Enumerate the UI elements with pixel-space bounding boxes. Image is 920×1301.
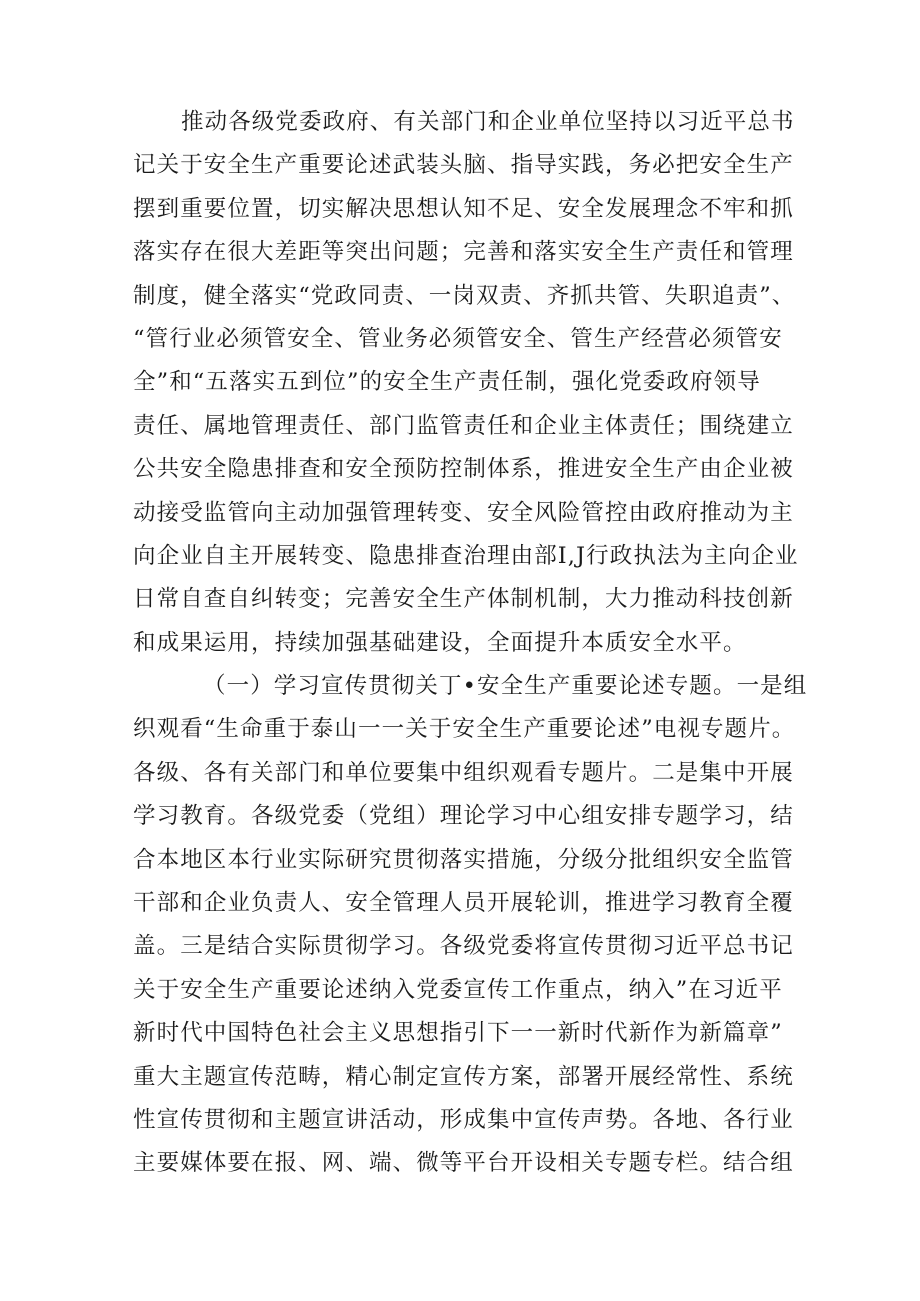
text-line: 学习教育。各级党委（党组）理论学习中心组安排专题学习，结 bbox=[133, 803, 794, 830]
text-line: 记关于安全生产重要论述武装头脑、指导实践，务必把安全生产 bbox=[133, 152, 794, 179]
text-line: 主要媒体要在报、网、端、微等平台开设相关专题专栏。结合组 bbox=[133, 1150, 794, 1177]
text-line: 和成果运用，持续加强基础建设，全面提升本质安全水平。 bbox=[133, 629, 747, 656]
document-body bbox=[133, 101, 808, 1186]
paragraph-section-one bbox=[133, 665, 808, 1186]
text-line: 落实存在很大差距等突出问题；完善和落实安全生产责任和管理 bbox=[133, 239, 794, 266]
text-line: 向企业自主开展转变、隐患排查治理由部I,J行政执法为主向企业 bbox=[133, 542, 799, 569]
text-line: 干部和企业负责人、安全管理人员开展轮训，推进学习教育全覆 bbox=[133, 890, 794, 917]
text-line: 织观看“生命重于泰山一一关于安全生产重要论述”电视专题片。 bbox=[133, 716, 796, 743]
paragraph-responsibility bbox=[133, 101, 799, 665]
text-line: 新时代中国特色社会主义思想指引下一一新时代新作为新篇章” bbox=[133, 1020, 783, 1047]
section-heading-line: （一）学习宣传贯彻关丁•安全生产重要论述专题。一是组 bbox=[203, 673, 808, 700]
text-line: 各级、各有关部门和单位要集中组织观看专题片。二是集中开展 bbox=[133, 759, 794, 786]
text-line: 性宣传贯彻和主题宣讲活动，形成集中宣传声势。各地、各行业 bbox=[133, 1106, 794, 1133]
text-line: 推动各级党委政府、有关部门和企业单位坚持以习近平总书 bbox=[181, 109, 795, 135]
text-line: 盖。三是结合实际贯彻学习。各级党委将宣传贯彻习近平总书记 bbox=[133, 933, 794, 960]
text-line: 动接受监管向主动加强管理转变、安全风险管控由政府推动为主 bbox=[133, 499, 794, 526]
text-line: 公共安全隐患排查和安全预防控制体系，推进安全生产由企业被 bbox=[133, 456, 794, 483]
text-line: 全”和“五落实五到位”的安全生产责任制，强化党委政府领导 bbox=[133, 369, 761, 396]
text-line: 重大主题宣传范畴，精心制定宣传方案，部署开展经常性、系统 bbox=[133, 1063, 794, 1090]
text-line: 合本地区本行业实际研究贯彻落实措施，分级分批组织安全监管 bbox=[133, 846, 794, 873]
text-line: 摆到重要位置，切实解决思想认知不足、安全发展理念不牢和抓 bbox=[133, 195, 794, 222]
text-line: 制度，健全落实“党政同责、一岗双责、齐抓共管、失职追责”、 bbox=[133, 282, 796, 309]
text-line: 日常自查自纠转变；完善安全生产体制机制，大力推动科技创新 bbox=[133, 586, 794, 613]
text-line: 关于安全生产重要论述纳入党委宣传工作重点，纳入”在习近平 bbox=[133, 976, 783, 1003]
text-line: “管行业必须管安全、管业务必须管安全、管生产经营必须管安 bbox=[133, 325, 783, 352]
text-line: 责任、属地管理责任、部门监管责任和企业主体责任；围绕建立 bbox=[133, 412, 794, 439]
